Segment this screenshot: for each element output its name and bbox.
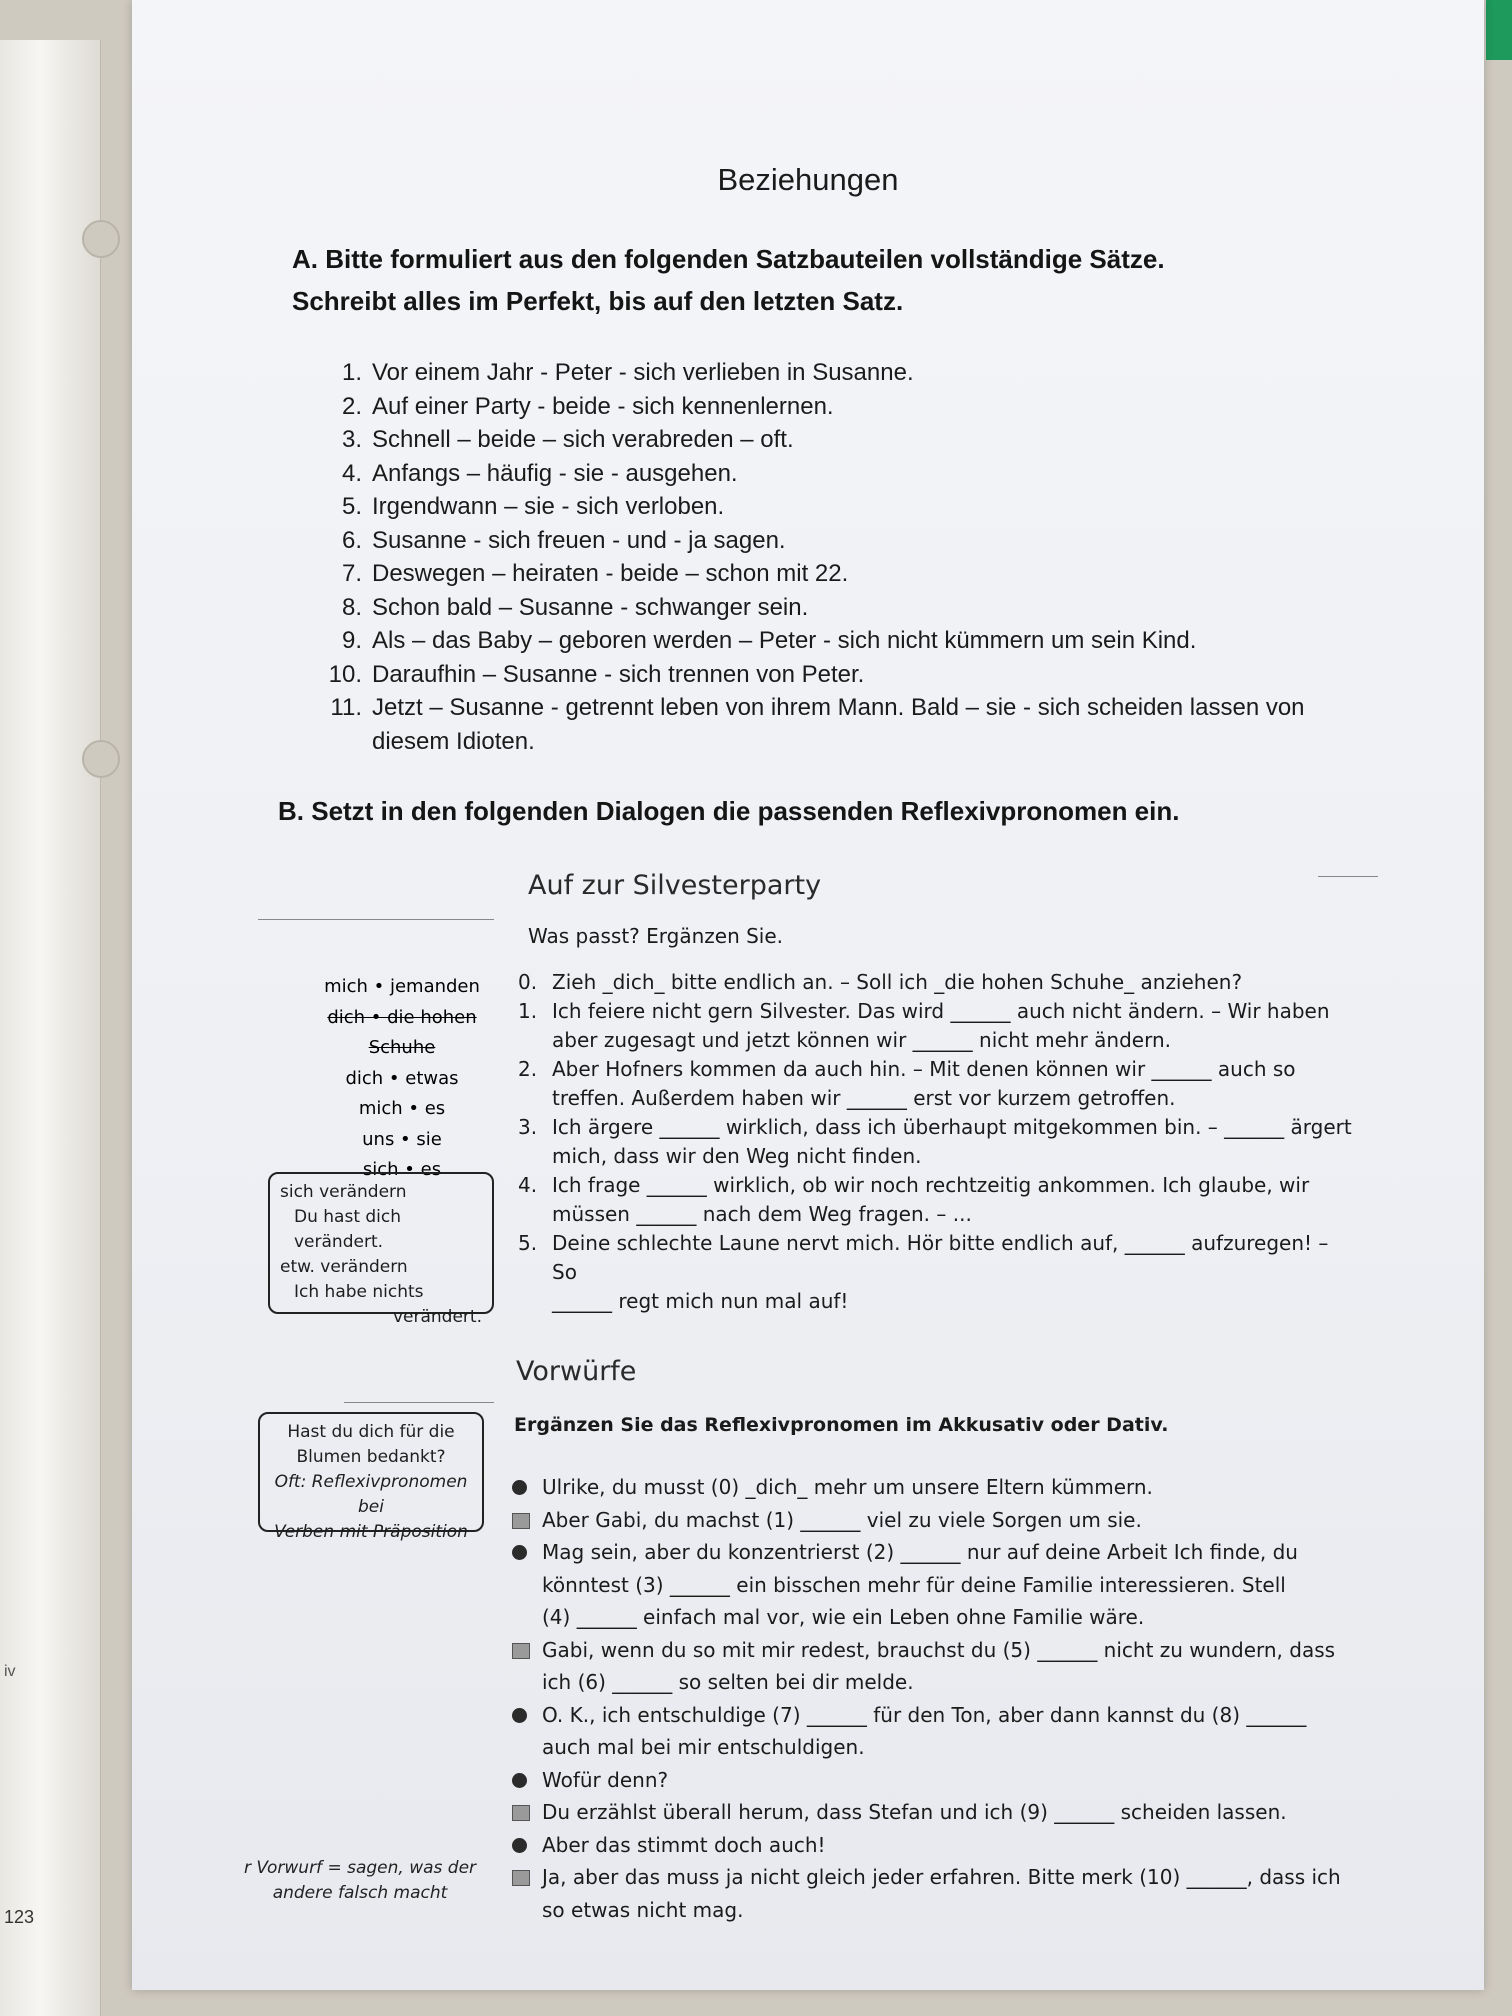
item-text: Schon bald – Susanne - schwanger sein.: [372, 593, 809, 621]
divider: [258, 919, 494, 920]
speaker-dot-icon: [508, 1765, 542, 1796]
exercise-text: Ich frage ______ wirklich, ob wir noch rechtzeitig ankommen. Ich glaube, wir: [552, 1173, 1310, 1197]
marker-shape: [512, 1545, 527, 1560]
item-number: 1.: [341, 359, 362, 386]
punch-hole: [82, 220, 120, 258]
item-text: Deswegen – heiraten - beide – schon mit 22.: [372, 560, 849, 587]
exercise-line: [518, 1229, 1358, 1287]
item-number: 6.: [341, 526, 362, 554]
word-bank-entry: dich • die hohen Schuhe: [327, 1006, 477, 1058]
exercise-line: [518, 1200, 1358, 1229]
binder-sleeve: [0, 40, 101, 2016]
tip-line: etw. verändern: [280, 1257, 408, 1277]
exercise-text: Aber Hofners kommen da auch hin. – Mit denen können wir ______ auch so: [552, 1057, 1296, 1081]
bullet-spacer: [508, 1570, 542, 1601]
dialog-text: auch mal bei mir entschuldigen.: [542, 1735, 865, 1759]
tip-line: sich verändern: [280, 1182, 407, 1202]
exercise-number: [518, 1084, 552, 1113]
dialog-line: [508, 1570, 1358, 1601]
dialog-line: [508, 1765, 1358, 1796]
bullet-spacer: [508, 1667, 542, 1698]
exercise-line: [518, 997, 1358, 1026]
heading-line: Schreibt alles im Perfekt, bis auf den letzten Satz.: [292, 286, 904, 316]
worksheet-page: [132, 0, 1484, 1990]
dialog-line: [508, 1732, 1358, 1763]
punch-hole: [82, 740, 120, 778]
word-bank-entry: mich • jemanden: [324, 976, 480, 997]
dialog-text: so etwas nicht mag.: [542, 1897, 744, 1922]
bullet-spacer: [508, 1732, 542, 1763]
exercise-text: treffen. Außerdem haben wir ______ erst vor kurzem getroffen.: [552, 1086, 1176, 1110]
item-number: 2.: [341, 392, 362, 420]
exercise-line: [518, 1026, 1358, 1055]
dialog-line: [508, 1602, 1358, 1633]
speaker-dot-icon: [508, 1700, 542, 1731]
item-number: 5.: [341, 493, 362, 520]
dialog-line: [508, 1537, 1358, 1568]
speaker-dot-icon: [508, 1830, 542, 1861]
tip-line: Blumen bedankt?: [296, 1447, 446, 1467]
dialog-text: O. K., ich entschuldige (7) ______ für den Ton, aber dann kannst du (8) ______: [542, 1702, 1307, 1727]
silvester-instruction: Was passt? Ergänzen Sie.: [528, 924, 784, 948]
exercise-text: müssen ______ nach dem Weg fragen. – ...: [552, 1202, 972, 1226]
item-text: Daraufhin – Susanne - sich trennen von Peter.: [372, 660, 865, 688]
section-a-heading: [292, 238, 1165, 322]
note-line: r Vorwurf = sagen, was der: [243, 1858, 477, 1878]
exercise-text: Ich feiere nicht gern Silvester. Das wird ______ auch nicht ändern. – Wir haben: [552, 999, 1330, 1023]
dialog-text: könntest (3) ______ ein bisschen mehr für deine Familie interessieren. Stell: [542, 1572, 1286, 1597]
speaker-square-icon: [508, 1797, 542, 1828]
exercise-text: ______ regt mich nun mal auf!: [552, 1289, 849, 1313]
speaker-dot-icon: [508, 1537, 542, 1568]
marker-shape: [512, 1708, 527, 1723]
margin-page-number: 123: [4, 1907, 35, 1927]
word-bank-entry: dich • etwas: [345, 1067, 459, 1089]
silvester-exercises: [518, 968, 1358, 1316]
exercise-number: [518, 1287, 552, 1316]
exercise-number: [518, 1026, 552, 1055]
vocab-note: [240, 1856, 480, 1906]
dialog-text: Wofür denn?: [542, 1767, 669, 1792]
item-number: 8.: [341, 593, 362, 621]
exercise-number: 0.: [518, 970, 538, 994]
dialog-line: [508, 1505, 1358, 1536]
exercise-text: Zieh _dich_ bitte endlich an. – Soll ich _die hohen Schuhe_ anziehen?: [552, 970, 1243, 994]
item-number: 3.: [341, 426, 362, 453]
page-title: Beziehungen: [717, 162, 899, 197]
exercise-line: [518, 1287, 1358, 1316]
dialog-line: [508, 1862, 1358, 1893]
exercise-number: 2.: [518, 1057, 538, 1081]
bullet-spacer: [508, 1602, 542, 1633]
tip-line: Oft: Reflexivpronomen bei: [274, 1472, 468, 1517]
list-item: [322, 658, 1332, 692]
tip-line: verändert.: [392, 1307, 482, 1327]
tip-box-veraendern: [268, 1172, 494, 1327]
item-text: Susanne - sich freuen - und - ja sagen.: [372, 526, 786, 554]
marker-shape: [512, 1838, 527, 1853]
item-text: Anfangs – häufig - sie - ausgehen.: [372, 459, 738, 487]
dialog-text: Ulrike, du musst (0) _dich_ mehr um unsere Eltern kümmern.: [542, 1475, 1153, 1499]
vorwuerfe-dialog: [508, 1472, 1358, 1927]
exercise-number: 1.: [518, 999, 538, 1023]
marker-shape: [512, 1773, 527, 1788]
dialog-line: [508, 1895, 1358, 1926]
list-item: [322, 524, 1332, 558]
folder-edge: [1486, 0, 1512, 60]
marker-shape: [512, 1870, 530, 1886]
list-item: [322, 490, 1332, 524]
word-bank-entry: sich • es: [362, 1159, 442, 1180]
exercise-number: [518, 1200, 552, 1229]
exercise-line: [518, 968, 1358, 997]
item-text: Auf einer Party - beide - sich kennenlernen.: [372, 392, 834, 420]
exercise-line: [518, 1171, 1358, 1200]
dialog-line: [508, 1830, 1358, 1861]
exercise-text: aber zugesagt und jetzt können wir ______ nicht mehr ändern.: [552, 1028, 1172, 1052]
item-text: Jetzt – Susanne - getrennt leben von ihrem Mann. Bald – sie - sich scheiden lassen von diesem Idioten.: [372, 694, 1305, 755]
tip-line: Du hast dich verändert.: [294, 1207, 402, 1252]
list-item: [322, 557, 1332, 591]
list-item: [322, 423, 1332, 457]
dialog-text: Aber Gabi, du machst (1) ______ viel zu viele Sorgen um sie.: [542, 1507, 1142, 1532]
exercise-number: [518, 1142, 552, 1171]
silvester-title: Auf zur Silvesterparty: [528, 870, 822, 901]
dialog-text: ich (6) ______ so selten bei dir melde.: [542, 1670, 914, 1694]
dialog-line: [508, 1797, 1358, 1828]
list-item: [322, 624, 1332, 658]
marker-shape: [512, 1480, 527, 1495]
dialog-text: (4) ______ einfach mal vor, wie ein Leben ohne Familie wäre.: [542, 1605, 1145, 1629]
bullet-spacer: [508, 1895, 542, 1926]
item-text: Irgendwann – sie - sich verloben.: [372, 493, 725, 520]
dialog-text: Ja, aber das muss ja nicht gleich jeder erfahren. Bitte merk (10) ______, dass ich: [542, 1865, 1341, 1889]
speaker-square-icon: [508, 1635, 542, 1666]
item-text: Vor einem Jahr - Peter - sich verlieben in Susanne.: [372, 359, 914, 386]
dialog-line: [508, 1472, 1358, 1503]
tip-line: Ich habe nichts: [294, 1282, 424, 1302]
note-line: andere falsch macht: [272, 1883, 448, 1903]
exercise-line: [518, 1142, 1358, 1171]
list-item: [322, 356, 1332, 390]
exercise-number: 4.: [518, 1173, 538, 1197]
exercise-line: [518, 1055, 1358, 1084]
section-b-heading: B. Setzt in den folgenden Dialogen die passenden Reflexivpronomen ein.: [278, 796, 1180, 826]
dialog-text: Du erzählst überall herum, dass Stefan und ich (9) ______ scheiden lassen.: [542, 1800, 1287, 1824]
tip-line: Hast du dich für die: [287, 1422, 455, 1442]
marker-shape: [512, 1643, 530, 1659]
list-item: [322, 591, 1332, 625]
exercise-number: 5.: [518, 1231, 538, 1255]
list-item: [322, 457, 1332, 491]
item-number: 10.: [328, 660, 362, 688]
marker-shape: [512, 1513, 530, 1529]
vorwuerfe-instruction: Ergänzen Sie das Reflexivpronomen im Akkusativ oder Dativ.: [514, 1414, 1169, 1436]
dialog-text: Gabi, wenn du so mit mir redest, brauchst du (5) ______ nicht zu wundern, dass: [542, 1637, 1336, 1662]
speaker-square-icon: [508, 1862, 542, 1893]
list-item: [322, 390, 1332, 424]
dialog-line: [508, 1700, 1358, 1731]
dialog-text: Mag sein, aber du konzentrierst (2) ______ nur auf deine Arbeit Ich finde, du: [542, 1540, 1298, 1564]
vorwuerfe-title: Vorwürfe: [516, 1356, 637, 1387]
item-number: 4.: [341, 459, 362, 487]
item-number: 11.: [330, 694, 362, 721]
speaker-square-icon: [508, 1505, 542, 1536]
tip-box-praeposition: [258, 1412, 484, 1542]
word-bank-entry: uns • sie: [362, 1128, 442, 1150]
exercise-text: Ich ärgere ______ wirklich, dass ich überhaupt mitgekommen bin. – ______ ärgert: [552, 1115, 1352, 1139]
exercise-number: 3.: [518, 1115, 538, 1139]
item-number: 9.: [341, 627, 362, 654]
exercise-line: [518, 1084, 1358, 1113]
word-bank: [292, 972, 512, 1186]
divider: [344, 1402, 494, 1403]
exercise-line: [518, 1113, 1358, 1142]
heading-line: A. Bitte formuliert aus den folgenden Satzbauteilen vollständige Sätze.: [292, 244, 1165, 274]
tip-line: Verben mit Präposition: [274, 1522, 468, 1542]
list-item: [322, 691, 1332, 758]
exercise-text: mich, dass wir den Weg nicht finden.: [552, 1144, 922, 1168]
sentence-list: [322, 356, 1332, 758]
item-number: 7.: [341, 560, 362, 587]
divider: [1318, 876, 1378, 877]
dialog-line: [508, 1635, 1358, 1666]
word-bank-entry: mich • es: [358, 1098, 446, 1119]
dialog-line: [508, 1667, 1358, 1698]
dialog-text: Aber das stimmt doch auch!: [542, 1832, 826, 1857]
margin-fragment: iv: [4, 1663, 16, 1680]
exercise-text: Deine schlechte Laune nervt mich. Hör bitte endlich auf, ______ aufzuregen! – So: [552, 1231, 1329, 1284]
item-text: Schnell – beide – sich verabreden – oft.: [372, 426, 794, 453]
marker-shape: [512, 1805, 530, 1821]
item-text: Als – das Baby – geboren werden – Peter - sich nicht kümmern um sein Kind.: [372, 627, 1197, 654]
speaker-dot-icon: [508, 1472, 542, 1503]
